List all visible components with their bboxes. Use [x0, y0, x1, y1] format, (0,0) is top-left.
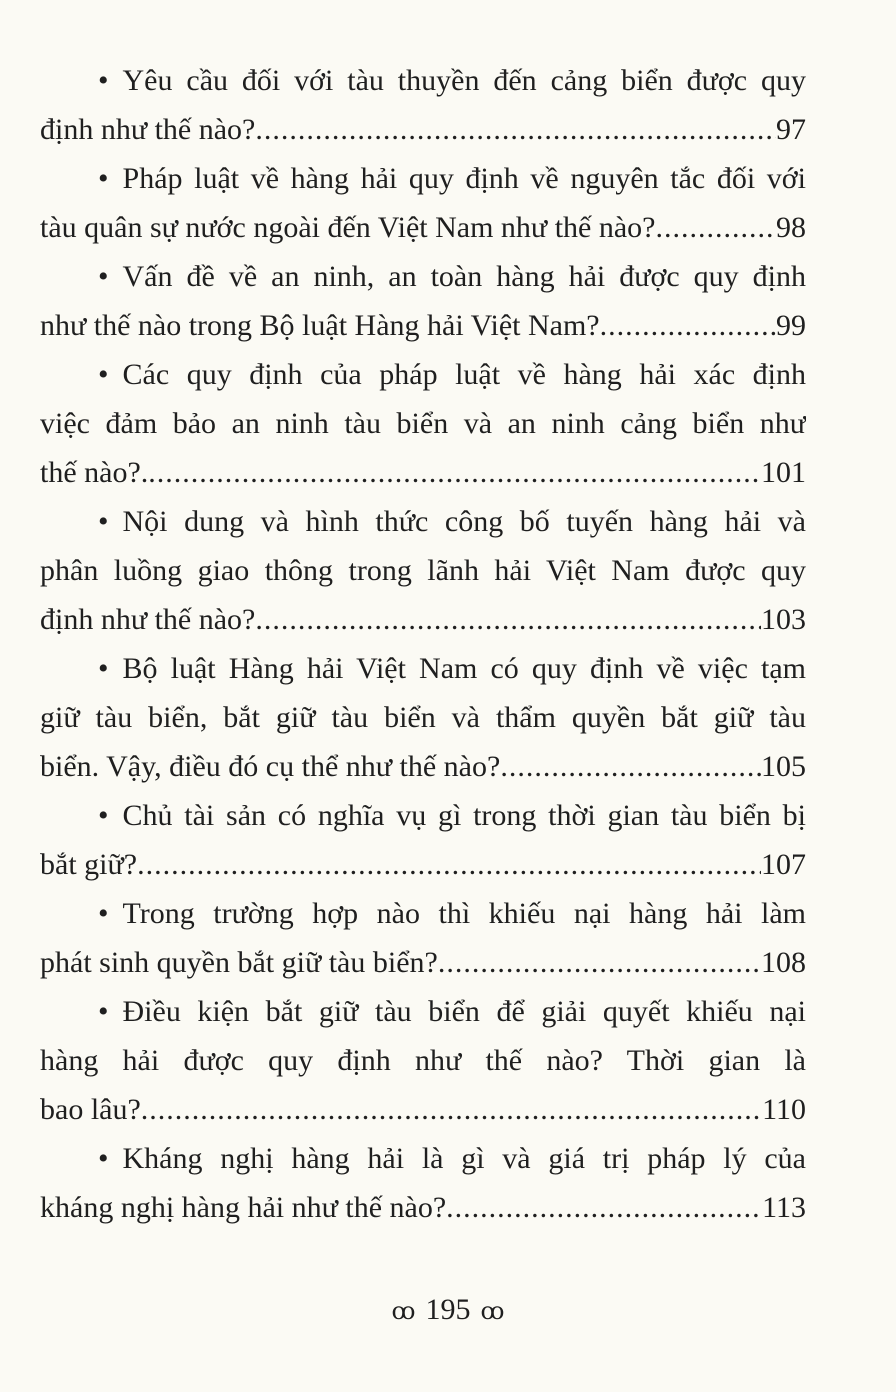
- bullet-icon: •: [98, 64, 109, 97]
- toc-entry-last-line: [40, 203, 806, 252]
- toc-entry-line: [40, 693, 806, 742]
- toc-page-number: 103: [761, 603, 806, 636]
- table-of-contents: [40, 56, 806, 1232]
- toc-entry-line: [40, 399, 806, 448]
- toc-page-number: 97: [776, 113, 806, 146]
- toc-entry: [40, 497, 806, 644]
- toc-entry-text: hàng hải được quy định như thế nào? Thời gian là: [40, 1044, 806, 1077]
- dot-leader: [446, 1183, 762, 1232]
- toc-entry-text: giữ tàu biển, bắt giữ tàu biển và thẩm quyền bắt giữ tàu: [40, 701, 806, 734]
- toc-entry-last-line: [40, 1085, 806, 1134]
- page-footer: [0, 1290, 896, 1332]
- toc-entry-text: bắt giữ?: [40, 848, 138, 881]
- bullet-icon: •: [98, 505, 109, 538]
- toc-entry-line: [40, 350, 806, 399]
- toc-entry-text: phân luồng giao thông trong lãnh hải Việt Nam được quy: [40, 554, 806, 587]
- toc-entry-last-line: [40, 1183, 806, 1232]
- toc-entry: [40, 791, 806, 889]
- toc-page-number: 99: [776, 309, 806, 342]
- toc-entry-line: [40, 154, 806, 203]
- bullet-icon: •: [98, 358, 109, 391]
- toc-page-number: 98: [776, 211, 806, 244]
- toc-entry: [40, 154, 806, 252]
- toc-entry: [40, 644, 806, 791]
- toc-entry-text: thế nào?.: [40, 456, 149, 489]
- toc-entry: [40, 252, 806, 350]
- dot-leader: [148, 448, 761, 497]
- toc-page-number: 110: [762, 1093, 806, 1126]
- toc-entry-last-line: [40, 448, 806, 497]
- toc-entry: [40, 350, 806, 497]
- toc-entry-text: Chủ tài sản có nghĩa vụ gì trong thời gian tàu biển bị: [122, 799, 806, 832]
- bullet-icon: •: [98, 995, 109, 1028]
- dot-leader: [438, 938, 761, 987]
- toc-page-number: 107: [761, 848, 806, 881]
- toc-entry-text: Điều kiện bắt giữ tàu biển để giải quyết khiếu nại: [122, 995, 806, 1028]
- toc-page-number: 113: [762, 1191, 806, 1224]
- toc-entry-line: [40, 56, 806, 105]
- bullet-icon: •: [98, 162, 109, 195]
- toc-entry-line: [40, 889, 806, 938]
- toc-entry-last-line: [40, 301, 806, 350]
- toc-entry: [40, 1134, 806, 1232]
- right-ornament-icon: ꝏ: [480, 1299, 505, 1325]
- toc-entry-line: [40, 987, 806, 1036]
- toc-entry-text: Pháp luật về hàng hải quy định về nguyên tắc đối với: [122, 162, 806, 195]
- toc-entry-line: [40, 497, 806, 546]
- toc-entry-line: [40, 252, 806, 301]
- toc-entry-text: Vấn đề về an ninh, an toàn hàng hải được quy định: [122, 260, 806, 293]
- dot-leader: [600, 301, 776, 350]
- toc-entry-text: biển. Vậy, điều đó cụ thể như thế nào?: [40, 750, 501, 783]
- page-number: 195: [425, 1293, 471, 1326]
- dot-leader: [141, 1085, 762, 1134]
- dot-leader: [255, 105, 776, 154]
- toc-entry-text: Kháng nghị hàng hải là gì và giá trị pháp lý của: [122, 1142, 806, 1175]
- bullet-icon: •: [98, 1142, 109, 1175]
- toc-entry-last-line: [40, 938, 806, 987]
- toc-entry: [40, 987, 806, 1134]
- toc-entry-line: [40, 1134, 806, 1183]
- toc-entry-last-line: [40, 742, 806, 791]
- toc-page-number: 105: [761, 750, 806, 783]
- toc-entry-text: phát sinh quyền bắt giữ tàu biển?: [40, 946, 438, 979]
- bullet-icon: •: [98, 897, 109, 930]
- toc-entry-text: kháng nghị hàng hải như thế nào?: [40, 1191, 447, 1224]
- toc-entry-text: Nội dung và hình thức công bố tuyến hàng hải và: [122, 505, 806, 538]
- toc-entry-line: [40, 1036, 806, 1085]
- toc-entry-line: [40, 791, 806, 840]
- toc-page-number: 101: [761, 456, 806, 489]
- bullet-icon: •: [98, 799, 109, 832]
- toc-entry: [40, 889, 806, 987]
- dot-leader: [655, 203, 776, 252]
- toc-entry-last-line: [40, 595, 806, 644]
- dot-leader: [500, 742, 761, 791]
- toc-entry-text: định như thế nào?: [40, 603, 256, 636]
- dot-leader: [255, 595, 761, 644]
- toc-page-number: 108: [761, 946, 806, 979]
- toc-entry-last-line: [40, 840, 806, 889]
- toc-entry-text: Yêu cầu đối với tàu thuyền đến cảng biển được quy: [122, 64, 806, 97]
- toc-entry-line: [40, 546, 806, 595]
- toc-entry: [40, 56, 806, 154]
- toc-entry-text: bao lâu?: [40, 1093, 141, 1126]
- toc-entry-line: [40, 644, 806, 693]
- toc-entry-text: tàu quân sự nước ngoài đến Việt Nam như thế nào?: [40, 211, 656, 244]
- dot-leader: [137, 840, 761, 889]
- toc-entry-text: Bộ luật Hàng hải Việt Nam có quy định về việc tạm: [122, 652, 806, 685]
- toc-entry-text: Trong trường hợp nào thì khiếu nại hàng hải làm: [122, 897, 806, 930]
- bullet-icon: •: [98, 652, 109, 685]
- left-ornament-icon: ꝏ: [391, 1299, 416, 1325]
- toc-entry-text: như thế nào trong Bộ luật Hàng hải Việt Nam?: [40, 309, 600, 342]
- toc-entry-text: định như thế nào?: [40, 113, 256, 146]
- bullet-icon: •: [98, 260, 109, 293]
- toc-entry-text: việc đảm bảo an ninh tàu biển và an ninh cảng biển như: [40, 407, 806, 440]
- toc-entry-last-line: [40, 105, 806, 154]
- toc-entry-text: Các quy định của pháp luật về hàng hải xác định: [122, 358, 806, 391]
